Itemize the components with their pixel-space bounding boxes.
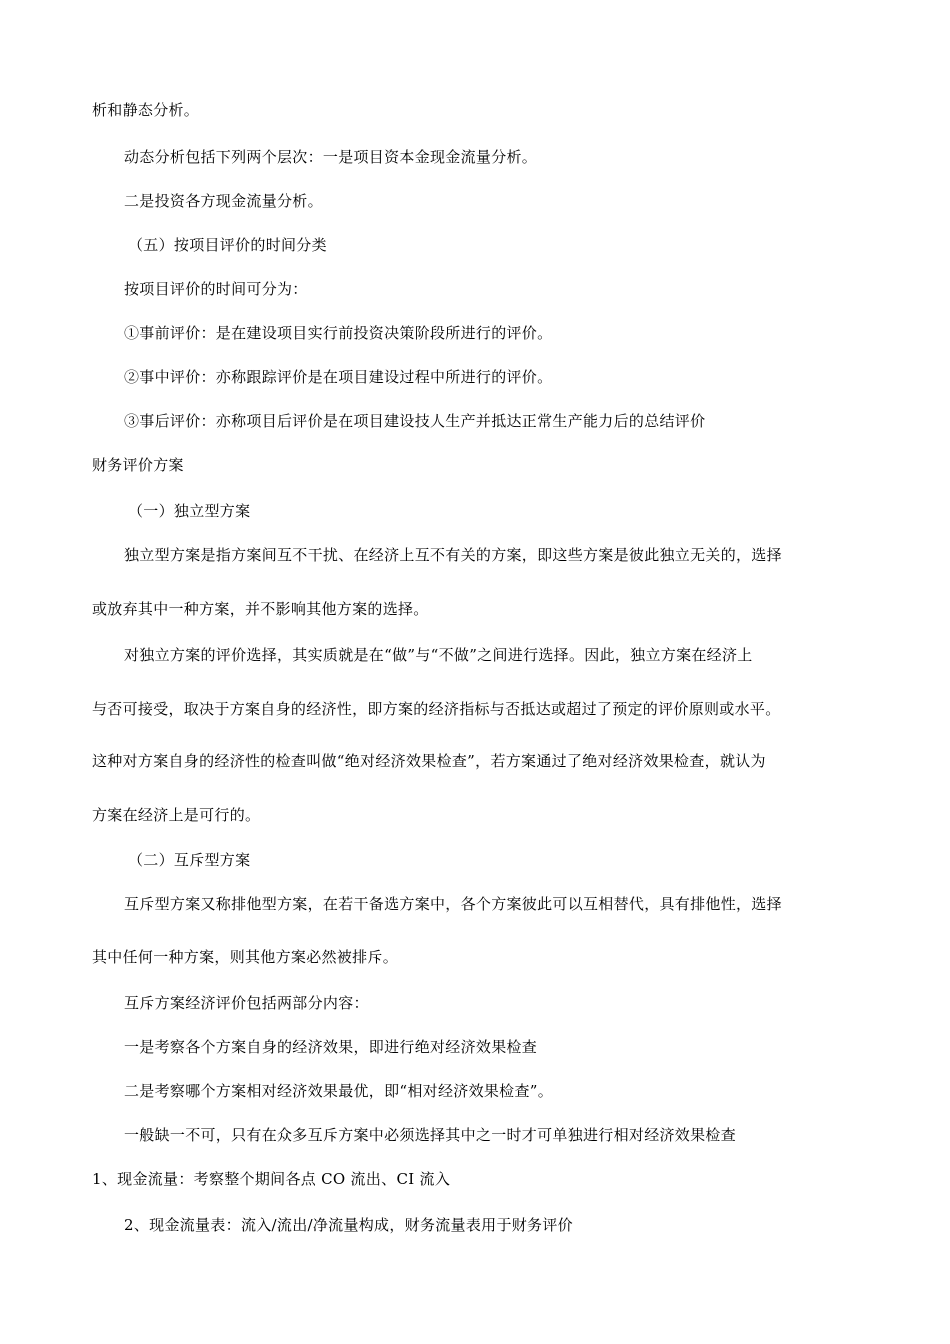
paragraph-line: 或放弃其中一种方案，并不影响其他方案的选择。 (92, 600, 429, 618)
paragraph-line: 动态分析包括下列两个层次：一是项目资本金现金流量分析。 (124, 148, 538, 166)
paragraph-line: 互斥方案经济评价包括两部分内容： (124, 994, 369, 1012)
paragraph-line: 二是投资各方现金流量分析。 (124, 192, 323, 210)
list-item: ③事后评价：亦称项目后评价是在项目建设技人生产并抵达正常生产能力后的总结评价 (124, 412, 706, 430)
paragraph-line: 独立型方案是指方案间互不干扰、在经济上互不有关的方案，即这些方案是彼此独立无关的，选择 (124, 546, 782, 564)
list-item: ②事中评价：亦称跟踪评价是在项目建设过程中所进行的评价。 (124, 368, 553, 386)
paragraph-line: 这种对方案自身的经济性的检查叫做“绝对经济效果检查”，若方案通过了绝对经济效果检查，就认为 (92, 752, 766, 770)
paragraph-line: 其中任何一种方案，则其他方案必然被排斥。 (92, 948, 399, 966)
paragraph-line: 方案在经济上是可行的。 (92, 806, 261, 824)
paragraph-line: 二是考察哪个方案相对经济效果最优，即“相对经济效果检查”。 (124, 1082, 554, 1100)
numbered-item: 2、现金流量表：流入/流出/净流量构成，财务流量表用于财务评价 (124, 1216, 573, 1234)
paragraph-line: 对独立方案的评价选择，其实质就是在“做”与“不做”之间进行选择。因此，独立方案在经济上 (124, 646, 753, 664)
subsection-heading: （一）独立型方案 (128, 502, 251, 520)
paragraph-line: 一般缺一不可，只有在众多互斥方案中必须选择其中之一时才可单独进行相对经济效果检查 (124, 1126, 737, 1144)
subsection-heading: （二）互斥型方案 (128, 851, 251, 869)
section-heading: （五）按项目评价的时间分类 (128, 236, 327, 254)
paragraph-line: 析和静态分析。 (92, 101, 200, 119)
numbered-item: 1、现金流量：考察整个期间各点 CO 流出、CI 流入 (92, 1170, 451, 1188)
paragraph-line: 互斥型方案又称排他型方案，在若干备选方案中，各个方案彼此可以互相替代，具有排他性，选择 (124, 895, 782, 913)
section-heading: 财务评价方案 (92, 456, 184, 474)
paragraph-line: 一是考察各个方案自身的经济效果，即进行绝对经济效果检查 (124, 1038, 538, 1056)
paragraph-line: 按项目评价的时间可分为： (124, 280, 308, 298)
list-item: ①事前评价：是在建设项目实行前投资决策阶段所进行的评价。 (124, 324, 553, 342)
paragraph-line: 与否可接受，取决于方案自身的经济性，即方案的经济指标与否抵达或超过了预定的评价原则或水平。 (92, 700, 781, 718)
